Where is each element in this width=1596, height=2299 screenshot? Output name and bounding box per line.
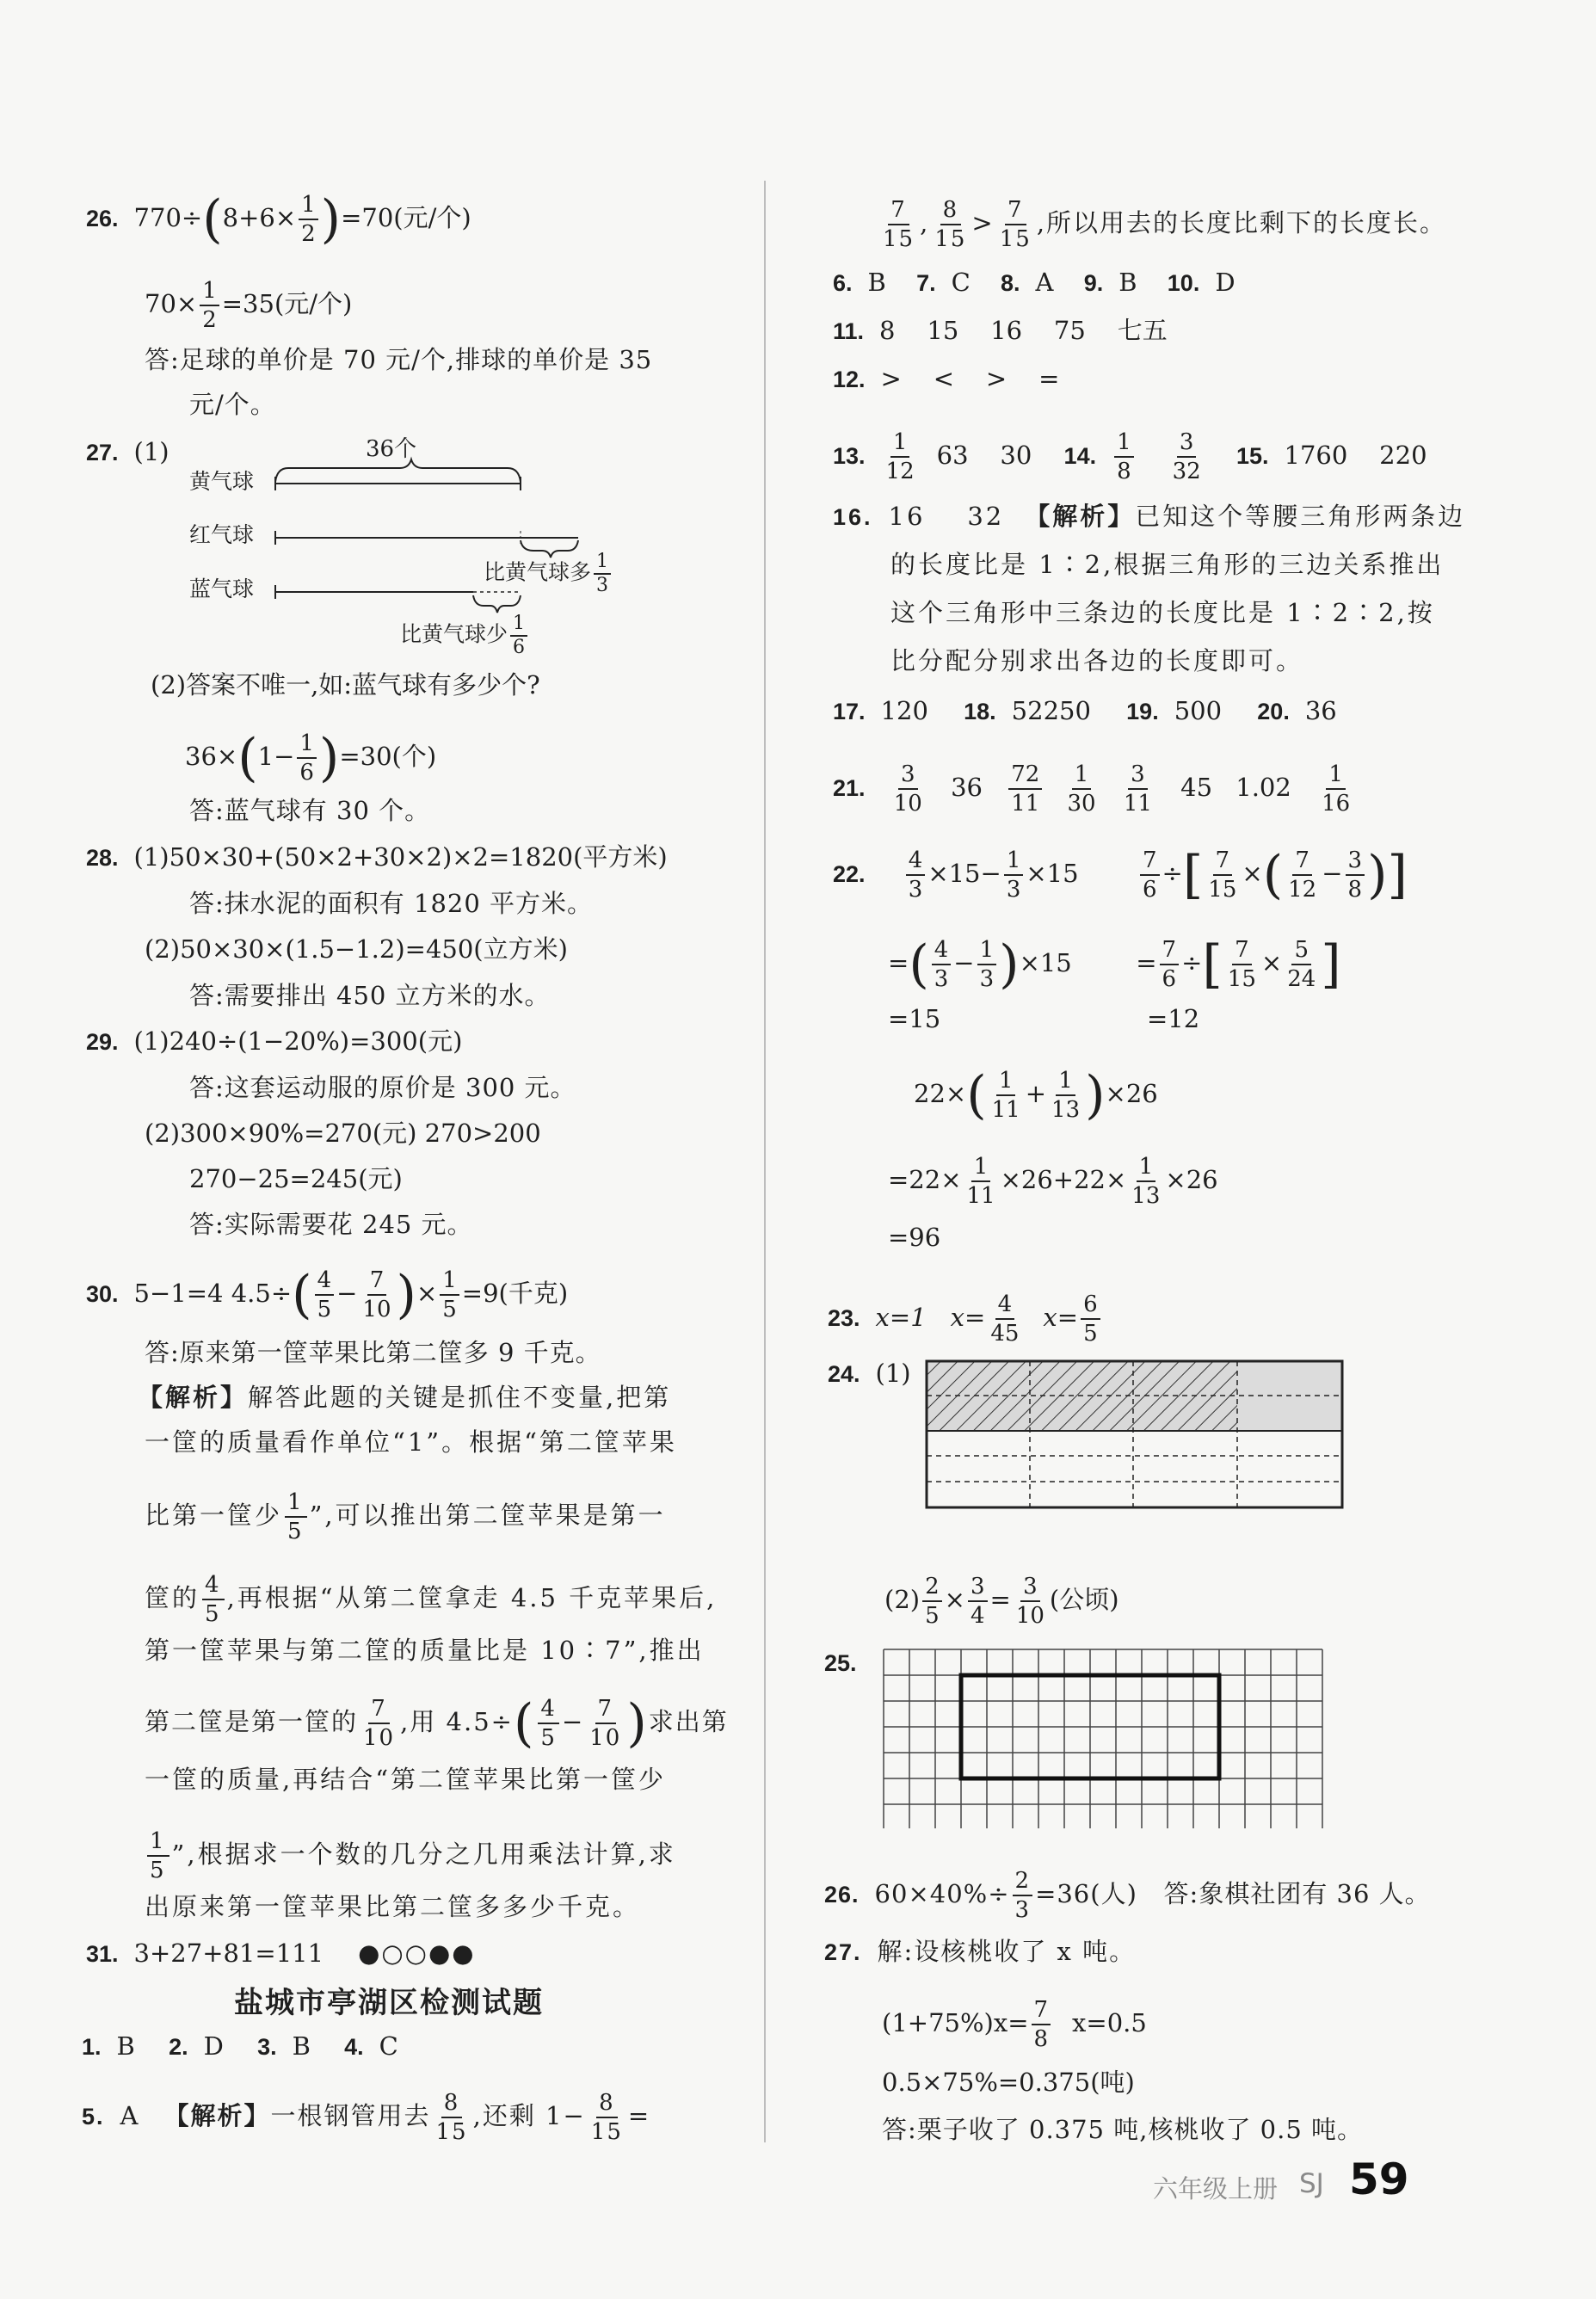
- q27-part2: (2)答案不唯一,如:蓝气球有多少个?: [151, 670, 540, 700]
- q27-right-1: 27. 解:设核桃收了 x 吨。: [824, 1937, 1137, 1966]
- q16-line2: 的长度比是 1∶2,根据三角形的三边关系推出: [890, 550, 1445, 579]
- q30-analysis-6: 第二筐是第一筐的 $\frac{7}{10}$ ,用 4.5÷( $\frac{4}{5}$ − $\frac{7}{10}$ )求出第: [145, 1693, 729, 1754]
- q30-analysis-3: 比第一筐少 $\frac{1}{5}$ ”,可以推出第二筐苹果是第一: [145, 1489, 666, 1544]
- q28-line1: 28. (1)50×30+(50×2+30×2)×2=1820(平方米): [86, 842, 668, 872]
- q29-line4: 270−25=245(元): [189, 1164, 403, 1193]
- mc-6-10: 6. B 7. C 8. A 9. B 10. D: [833, 268, 1236, 297]
- q27-header: 27. (1): [86, 437, 169, 466]
- column-divider: [764, 181, 766, 2142]
- q30-analysis-4: 筐的 $\frac{4}{5}$ ,再根据“从第二筐拿走 4.5 千克苹果后,: [145, 1572, 718, 1627]
- q30-calc: 30. 5−1=4 4.5÷( $\frac{4}{5}$ − $\frac{7}{10}$ )× $\frac{1}{5}$ =9(千克): [86, 1265, 569, 1325]
- q12: 12. > < > =: [833, 364, 1060, 393]
- q26-line1: 26. 770÷(8+6× $\frac{1}{2}$ )=70(元/个): [86, 189, 471, 250]
- q27-answer: 答:蓝气球有 30 个。: [189, 796, 431, 825]
- footer-grade: 六年级上册: [1153, 2174, 1279, 2203]
- q27-right-3: 0.5×75%=0.375(吨): [882, 2068, 1135, 2097]
- q30-analysis-9: 出原来第一筐苹果比第二筐多多少千克。: [145, 1892, 641, 1921]
- q22-result-2: =12: [1147, 1004, 1200, 1033]
- total-brace: [275, 459, 521, 482]
- q29-line1: 29. (1)240÷(1−20%)=300(元): [86, 1026, 463, 1056]
- q11: 11. 8 15 16 75 七五: [833, 316, 1168, 345]
- q5: 5. A 【解析】一根钢管用去 $\frac{8}{15}$ ,还剩 1− $\frac{8}{15}$ =: [82, 2090, 651, 2145]
- q26-answer-2: 元/个。: [189, 390, 276, 419]
- q30-analysis-1: 【解析】解答此题的关键是抓住不变量,把第: [138, 1383, 672, 1412]
- mc-1-4: 1. B 2. D 3. B 4. C: [82, 2031, 398, 2061]
- q29-line3: (2)300×90%=270(元) 270>200: [145, 1119, 541, 1148]
- q26-answer-1: 答:足球的单价是 70 元/个,排球的单价是 35: [145, 345, 653, 374]
- q16-line1: 16. 16 32 【解析】已知这个等腰三角形两条边: [833, 502, 1466, 531]
- label-yellow: 黄气球: [189, 469, 255, 494]
- q28-line2: 答:抹水泥的面积有 1820 平方米。: [189, 889, 594, 918]
- q26-right: 26. 60×40%÷ $\frac{2}{3}$ =36(人) 答:象棋社团有 36 人。: [824, 1868, 1431, 1923]
- q22-line4: 22×( $\frac{1}{11}$ + $\frac{1}{13}$ )×26: [914, 1065, 1158, 1125]
- q31: 31. 3+27+81=111 ●○○●●: [86, 1938, 476, 1968]
- q29-line2: 答:这套运动服的原价是 300 元。: [189, 1073, 576, 1102]
- q24-area-model: [925, 1359, 1346, 1510]
- q24-part2: (2) $\frac{2}{5}$ × $\frac{3}{4}$ = $\frac{3}{10}$ (公顷): [884, 1574, 1119, 1629]
- q30-answer: 答:原来第一筐苹果比第二筐多 9 千克。: [145, 1338, 601, 1367]
- q24-header: 24. (1): [828, 1359, 911, 1388]
- q16-line4: 比分配分别求出各边的长度即可。: [890, 646, 1304, 675]
- q30-analysis-2: 一筐的质量看作单位“1”。根据“第二筐苹果: [145, 1427, 677, 1457]
- q29-line5: 答:实际需要花 245 元。: [189, 1210, 473, 1239]
- q5-continuation: $\frac{7}{15}$ , $\frac{8}{15}$ > $\frac{7}{15}$ ,所以用去的长度比剩下的长度长。: [883, 197, 1447, 252]
- q21: 21. $\frac{3}{10}$ 36 $\frac{72}{11}$ $\frac{1}{30}$ $\frac{3}{11}$ 45 1.02 $\frac{1}{16}$: [833, 761, 1351, 817]
- q13-15: 13. $\frac{1}{12}$ 63 30 14. $\frac{1}{8}$ $\frac{3}{32}$ 15. 1760 220: [833, 429, 1427, 484]
- q22-line5: =22× $\frac{1}{11}$ ×26+22× $\frac{1}{13}$ ×26: [888, 1154, 1218, 1209]
- q27-calc: 36×(1− $\frac{1}{6}$ )=30(个): [185, 728, 437, 788]
- q16-line3: 这个三角形中三条边的长度比是 1∶2∶2,按: [890, 598, 1435, 627]
- q22-result-3: =96: [888, 1223, 941, 1252]
- q22-result-1: =15: [888, 1004, 941, 1033]
- label-red: 红气球: [189, 522, 255, 547]
- q31-symbols: ●○○●●: [358, 1938, 476, 1968]
- q25-header: 25.: [824, 1650, 857, 1676]
- page-number: 59: [1349, 2154, 1409, 2204]
- diagram-total-label: 36个: [366, 436, 417, 462]
- blue-less-brace: [473, 595, 521, 613]
- q30-analysis-5: 第一筐苹果与第二筐的质量比是 10∶7”,推出: [145, 1636, 705, 1665]
- q30-analysis-7: 一筐的质量,再结合“第二筐苹果比第一筐少: [145, 1765, 667, 1794]
- q27-right-4: 答:栗子收了 0.375 吨,核桃收了 0.5 吨。: [882, 2115, 1364, 2144]
- section-title: 盐城市亭湖区检测试题: [234, 1986, 544, 2020]
- label-blue: 蓝气球: [189, 576, 255, 601]
- q28-line3: (2)50×30×(1.5−1.2)=450(立方米): [145, 934, 568, 964]
- note-red-more: 比黄气球多 $\frac{1}{3}$: [484, 551, 613, 597]
- q28-line4: 答:需要排出 450 立方米的水。: [189, 981, 551, 1010]
- footer-code: SJ: [1299, 2168, 1324, 2199]
- q23: 23. x=1 x= $\frac{4}{45}$ x= $\frac{6}{5}$: [828, 1291, 1103, 1347]
- q25-grid: [882, 1648, 1334, 1828]
- q17-20: 17. 120 18. 52250 19. 500 20. 36: [833, 696, 1337, 725]
- q26-line2: 70× $\frac{1}{2}$ =35(元/个): [145, 278, 353, 333]
- note-blue-less: 比黄气球少 $\frac{1}{6}$: [400, 613, 530, 659]
- q27-right-2: (1+75%)x= $\frac{7}{8}$ x=0.5: [882, 1997, 1147, 2052]
- q30-analysis-8: $\frac{1}{5}$ ”,根据求一个数的几分之几用乘法计算,求: [145, 1827, 676, 1884]
- q22-line2: =( $\frac{4}{3}$ − $\frac{1}{3}$ )×15 = $\frac{7}{6}$ ÷[ $\frac{7}{15}$ × $\frac{5}{24}$ ]: [888, 934, 1341, 995]
- q22-line1: 22. $\frac{4}{3}$ ×15− $\frac{1}{3}$ ×15 $\frac{7}{6}$ ÷[ $\frac{7}{15}$ ×( $\frac{7}{12}$ − $\frac{3}{8}$ )]: [833, 845, 1408, 905]
